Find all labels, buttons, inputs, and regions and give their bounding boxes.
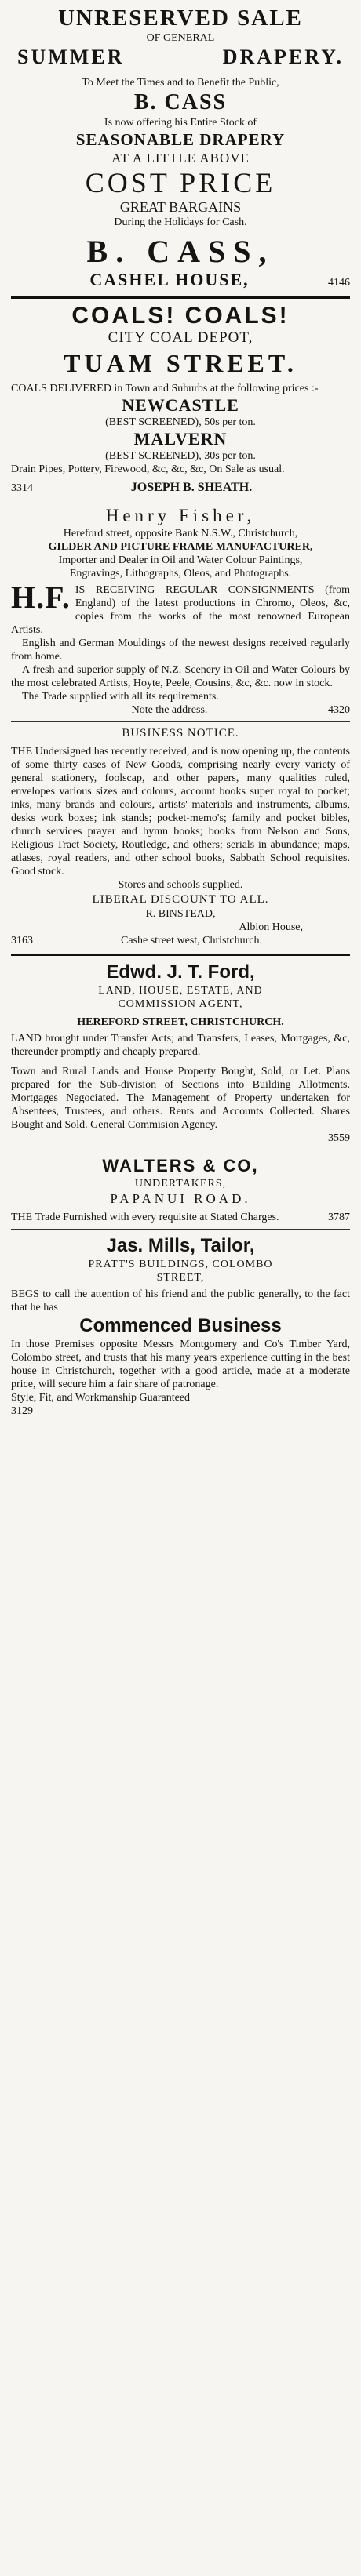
ad-ford-line1: LAND, HOUSE, ESTATE, AND (98, 985, 263, 997)
ad-mills-street: STREET, (156, 1272, 205, 1284)
ad-coals-footer (11, 481, 350, 495)
ad-mills (11, 1234, 350, 1418)
ad-fisher-name: Henry Fisher, (105, 506, 256, 525)
ad-cass-headline: UNRESERVED SALE (58, 5, 303, 31)
ad-ford-land: LAND brought under Transfer Acts; and Transfers, Leases, Mortgages, &c, thereunder promptly and cheaply prepared. (11, 1033, 350, 1058)
ad-cass-name-big: B. CASS, (86, 234, 275, 269)
ad-walters (11, 1155, 350, 1224)
ad-walters-body-row (11, 1211, 350, 1224)
ad-binstead-headline: BUSINESS NOTICE. (122, 727, 239, 739)
ad-fisher-engravings: Engravings, Lithographs, Oleos, and Photographs. (69, 568, 292, 580)
ad-coals-proprietor: JOSEPH B. SHEATH. (130, 481, 253, 494)
ad-binstead-discount: LIBERAL DISCOUNT TO ALL. (92, 893, 269, 906)
ad-mills-guarantee: Style, Fit, and Workmanship Guaranteed (11, 1392, 191, 1404)
ad-fisher-address: Hereford street, opposite Bank N.S.W., Christchurch, (63, 528, 298, 540)
ad-fisher-trade-supplied: The Trade supplied with all its requirements. (22, 691, 219, 703)
ad-coals-depot: CITY COAL DEPOT, (108, 329, 253, 346)
divider (11, 1229, 350, 1230)
ad-coals (11, 303, 350, 495)
ad-fisher-hf-text: IS RECEIVING REGULAR CONSIGNMENTS (from England) of the latest productions in Chromo, Oleos, &c, copies from the works of the most renowned European Artists. (11, 584, 350, 636)
ad-ford-name: Edwd. J. T. Ford, (106, 961, 255, 983)
ad-fisher-hf-block (11, 580, 350, 637)
ad-cass (11, 5, 350, 290)
ad-cass-footer (11, 270, 350, 290)
ad-mills-commenced: Commenced Business (79, 1315, 282, 1336)
ad-mills-begs: BEGS to call the attention of his friend and the public generally, to the fact that he has (11, 1288, 350, 1313)
ad-binstead-body: THE Undersigned has recently received, and is now opening up, the contents of some thirty cases of New Goods, comprising nearly every variety of general stationery, foolscap, and other papers, many qualities ruled, envelopes various sizes and colours, account books super royal to pocket; inks, many brands and colours, artists' materials and instruments, albums, desks work boxes; ink stands; pocket-memo's; family and pocket bibles, church services prayer and hymn books; books from Nelson and Sons, Religious Tract Society, Routledge, and others; serials in abundance; maps, atlases, royal readers, and other school books, Sabbath School requisites. Good stock. (11, 746, 350, 877)
ad-coals-malvern: MALVERN (133, 429, 228, 449)
ad-fisher-mouldings: English and German Mouldings of the newest designs received regularly from home. (11, 638, 350, 663)
ad-coals-drain: Drain Pipes, Pottery, Firewood, &c, &c, &c, On Sale as usual. (11, 463, 285, 475)
ad-binstead (11, 727, 350, 947)
ad-binstead-number: 3163 (11, 935, 33, 946)
ad-cass-meet: To Meet the Times and to Benefit the Public, (82, 77, 279, 89)
ad-mills-number: 3129 (11, 1405, 33, 1417)
ad-ford-number: 3559 (328, 1132, 350, 1144)
ad-fisher-importer: Importer and Dealer in Oil and Water Colour Paintings, (58, 554, 303, 566)
divider (11, 296, 350, 299)
ad-mills-body: In those Premises opposite Messrs Montgomery and Co's Timber Yard, Colombo street, and trusts that his many years experience cutting in the best house in Christchurch, together with a good article, made at a moderate price, will secure him a fair share of patronage. (11, 1339, 350, 1390)
ad-coals-headline: COALS! COALS! (71, 303, 290, 329)
ad-cass-seasonable: SEASONABLE DRAPERY (75, 130, 286, 149)
ad-cass-house: CASHEL HOUSE, (89, 270, 250, 289)
ad-cass-summer-drapery (11, 45, 350, 70)
ad-mills-name: Jas. Mills, Tailor, (106, 1235, 255, 1256)
ad-cass-of-general: OF GENERAL (146, 32, 215, 44)
ad-walters-number: 3787 (328, 1212, 350, 1223)
ad-mills-building: PRATT'S BUILDINGS, COLOMBO (88, 1259, 273, 1270)
divider (11, 721, 350, 722)
ad-cass-bargains: GREAT BARGAINS (119, 199, 242, 215)
divider (11, 954, 350, 956)
ad-fisher-scenery: A fresh and superior supply of N.Z. Scenery in Oil and Water Colours by the most celebrated Artists, Hoyte, Peele, Cousins, &c, &c. now in stock. (11, 664, 350, 689)
ad-fisher-footer (11, 703, 350, 717)
ad-coals-intro: COALS DELIVERED in Town and Suburbs at the following prices :- (11, 383, 319, 394)
ad-cass-summer: SUMMER (17, 45, 125, 68)
ad-coals-newcastle: NEWCASTLE (122, 395, 239, 415)
ad-fisher-note: Note the address. (131, 704, 208, 716)
ad-walters-name: WALTERS & CO, (102, 1156, 259, 1175)
ad-cass-holidays: During the Holidays for Cash. (114, 216, 247, 228)
ad-cass-name: B. CASS (133, 90, 228, 114)
ad-walters-body: THE Trade Furnished with every requisite at Stated Charges. (11, 1212, 279, 1223)
ad-binstead-name: R. BINSTEAD, (145, 908, 216, 920)
ad-ford-street: HEREFORD STREET, CHRISTCHURCH. (77, 1016, 284, 1028)
ad-binstead-stores: Stores and schools supplied. (118, 879, 243, 891)
ad-cass-number: 4146 (328, 277, 350, 289)
ad-fisher-trade: GILDER AND PICTURE FRAME MANUFACTURER, (48, 541, 313, 553)
ad-binstead-footer (11, 934, 350, 947)
ad-fisher (11, 505, 350, 717)
ad-walters-trade: UNDERTAKERS, (134, 1178, 227, 1190)
ad-coals-number: 3314 (11, 482, 33, 494)
ad-ford-town: Town and Rural Lands and House Property Bought, Sold, or Let. Plans prepared for the Sub-division of Sections into Building Allotments. Mortgages Negociated. The Management of Property undertaken for Absentees, Trustees, and others. Rents and Accounts Collected. Shares Bought and Sold. General Commision Agency. (11, 1066, 350, 1131)
ad-ford (11, 961, 350, 1145)
ad-binstead-address: Cashe street west, Christchurch. (120, 935, 262, 946)
ad-fisher-hf: H.F. (11, 580, 71, 615)
ad-coals-newcastle-price: (BEST SCREENED), 50s per ton. (105, 416, 256, 428)
ad-cass-above: AT A LITTLE ABOVE (111, 151, 250, 165)
ad-cass-drapery: DRAPERY. (222, 45, 344, 68)
ad-cass-offering: Is now offering his Entire Stock of (104, 117, 257, 129)
ad-ford-line2: COMMISSION AGENT, (118, 998, 243, 1010)
ad-coals-street: TUAM STREET. (64, 349, 297, 377)
ad-fisher-number: 4320 (328, 704, 350, 716)
ad-cass-cost: COST PRICE (85, 167, 276, 198)
ad-coals-malvern-price: (BEST SCREENED), 30s per ton. (105, 450, 256, 462)
ad-walters-road: PAPANUI ROAD. (110, 1191, 251, 1206)
ad-binstead-house: Albion House, (239, 921, 303, 933)
